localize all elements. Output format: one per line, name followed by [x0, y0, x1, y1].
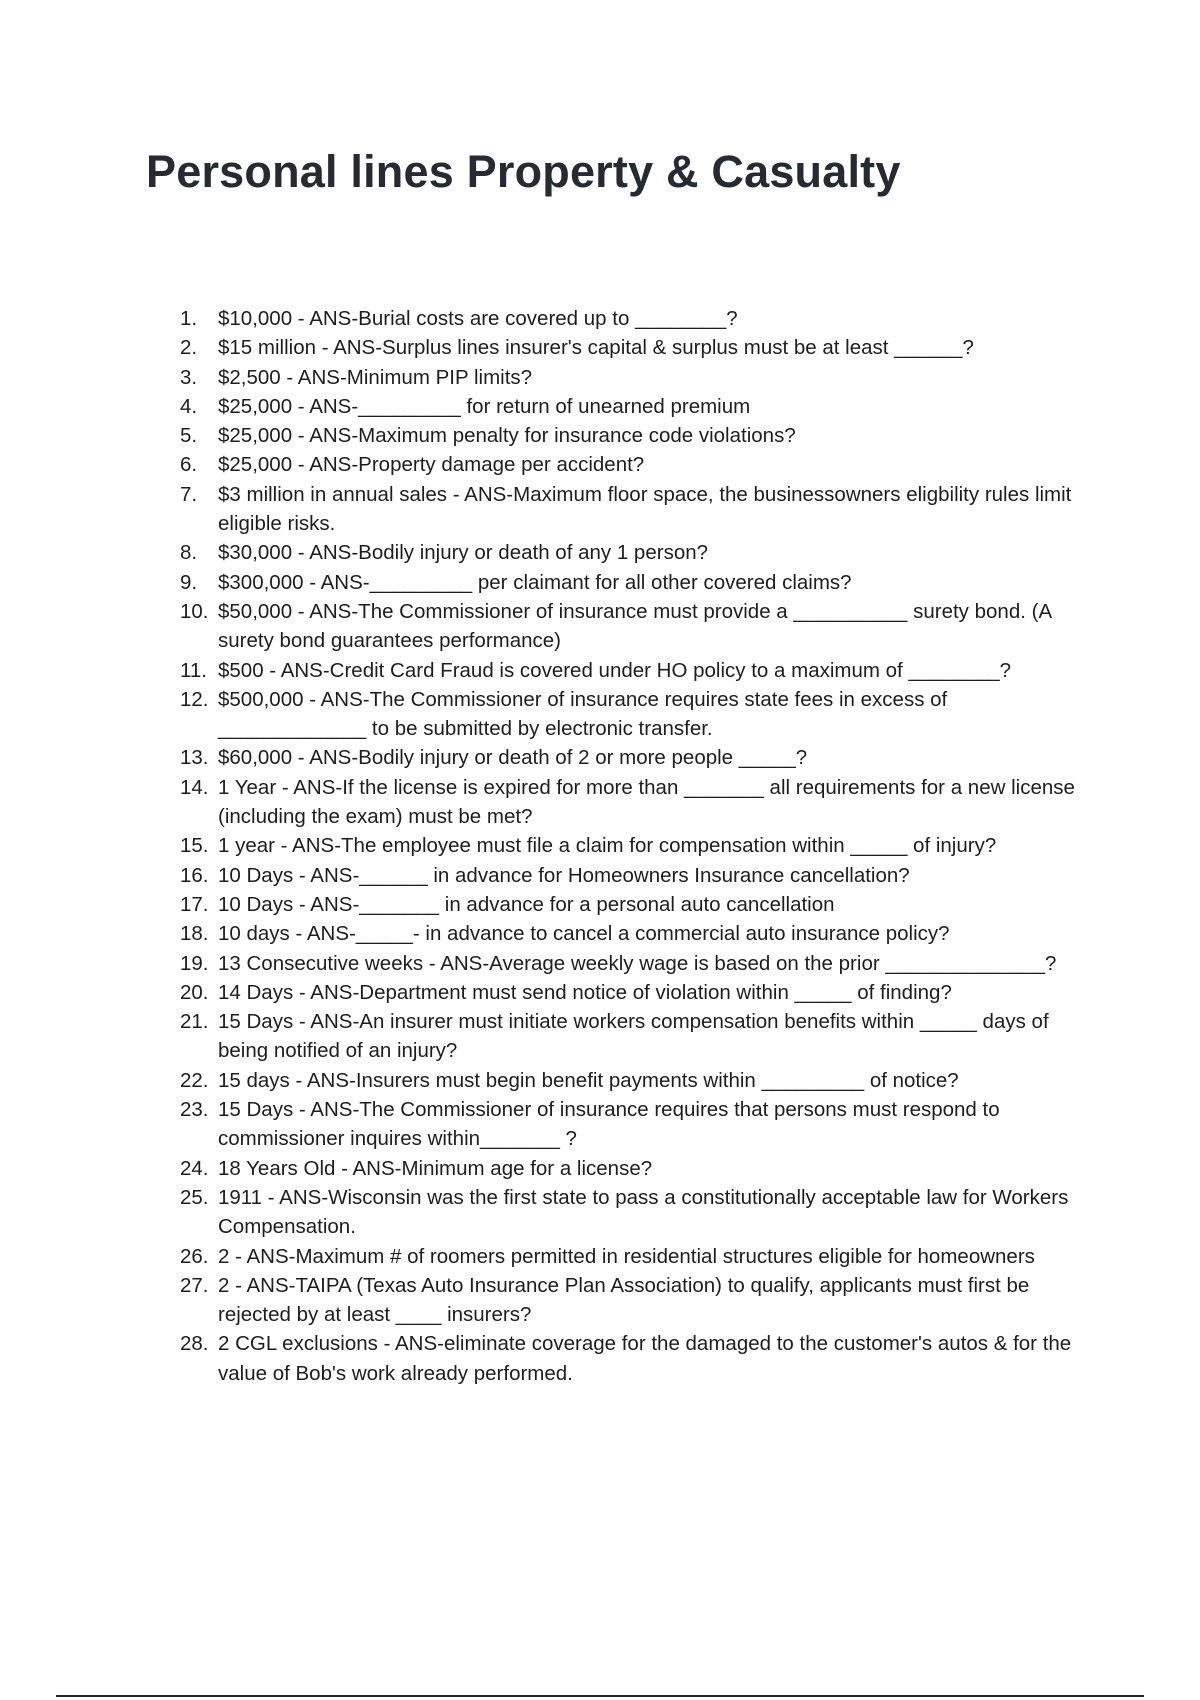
item-number: 28.	[180, 1332, 209, 1356]
item-text: 2 - ANS-TAIPA (Texas Auto Insurance Plan Association) to qualify, applicants must first be rejected by at least ____ insurers?	[218, 1273, 1030, 1327]
list-item	[180, 685, 1080, 744]
item-text: 13 Consecutive weeks - ANS-Average weekly wage is based on the prior ______________?	[218, 951, 1057, 975]
list-item	[180, 1066, 1080, 1095]
list-item	[180, 538, 1080, 567]
item-text: 15 days - ANS-Insurers must begin benefit payments within _________ of notice?	[218, 1068, 959, 1092]
item-number: 21.	[180, 1010, 209, 1034]
item-number: 14.	[180, 775, 209, 799]
item-text: 18 Years Old - ANS-Minimum age for a license?	[218, 1156, 653, 1180]
item-text: 2 CGL exclusions - ANS-eliminate coverage for the damaged to the customer's autos & for the value of Bob's work already performed.	[218, 1332, 1072, 1385]
list-item	[180, 1183, 1080, 1242]
list-item	[180, 1007, 1080, 1066]
item-text: 10 Days - ANS-______ in advance for Homeowners Insurance cancellation?	[218, 863, 910, 887]
list-item	[180, 480, 1080, 539]
item-number: 3.	[180, 365, 198, 389]
item-text: 1 year - ANS-The employee must file a claim for compensation within _____ of injury?	[218, 834, 997, 858]
item-number: 2.	[180, 336, 198, 360]
list-item	[180, 1242, 1080, 1271]
item-text: $500,000 - ANS-The Commissioner of insurance requires state fees in excess of _____________ to be submitted by electronic transfer.	[218, 687, 948, 741]
item-number: 12.	[180, 687, 209, 711]
list-item	[180, 656, 1080, 685]
item-number: 27.	[180, 1273, 209, 1297]
list-item	[180, 831, 1080, 860]
item-text: $10,000 - ANS-Burial costs are covered up to ________?	[218, 307, 738, 330]
list-item	[180, 450, 1080, 479]
page-title: Personal lines Property & Casualty	[146, 146, 901, 197]
item-number: 4.	[180, 394, 198, 418]
item-number: 9.	[180, 570, 198, 594]
item-number: 11.	[180, 658, 207, 682]
item-text: $60,000 - ANS-Bodily injury or death of 2 or more people _____?	[218, 746, 808, 770]
list-item	[180, 978, 1080, 1007]
item-text: 1911 - ANS-Wisconsin was the first state to pass a constitutionally acceptable law for Workers Compensation.	[218, 1185, 1069, 1239]
item-number: 6.	[180, 453, 198, 477]
list-item	[180, 890, 1080, 919]
item-text: 15 Days - ANS-The Commissioner of insurance requires that persons must respond to commissioner inquires within_______ ?	[218, 1098, 1000, 1151]
list-item	[180, 1095, 1080, 1154]
list-item	[180, 1271, 1080, 1330]
item-number: 23.	[180, 1098, 209, 1122]
item-number: 20.	[180, 980, 209, 1004]
list-item	[180, 568, 1080, 597]
item-text: $25,000 - ANS-Maximum penalty for insurance code violations?	[218, 424, 796, 448]
list-item	[180, 743, 1080, 772]
item-number: 24.	[180, 1156, 209, 1180]
item-text: $25,000 - ANS-Property damage per accident?	[218, 453, 645, 477]
item-text: $15 million - ANS-Surplus lines insurer's capital & surplus must be at least ______?	[218, 336, 974, 360]
item-text: $2,500 - ANS-Minimum PIP limits?	[218, 365, 533, 389]
list-item	[180, 949, 1080, 978]
item-number: 13.	[180, 746, 209, 770]
item-number: 26.	[180, 1244, 209, 1268]
item-text: 15 Days - ANS-An insurer must initiate workers compensation benefits within _____ days of being notified of an injury?	[218, 1010, 1049, 1063]
list-item	[180, 773, 1080, 832]
item-number: 10.	[180, 599, 209, 623]
list-item	[180, 304, 1080, 333]
item-text: 2 - ANS-Maximum # of roomers permitted in residential structures eligible for homeowners	[218, 1244, 1035, 1268]
item-number: 5.	[180, 424, 198, 448]
item-text: $30,000 - ANS-Bodily injury or death of any 1 person?	[218, 541, 709, 565]
item-text: $300,000 - ANS-_________ per claimant for all other covered claims?	[218, 570, 852, 594]
item-text: $25,000 - ANS-_________ for return of unearned premium	[218, 394, 751, 418]
list-item	[180, 1154, 1080, 1183]
item-number: 22.	[180, 1068, 209, 1092]
list-item	[180, 1329, 1080, 1388]
question-answer-list	[180, 304, 1080, 1388]
item-text: $50,000 - ANS-The Commissioner of insurance must provide a __________ surety bond. (A surety bond guarantees performance)	[218, 599, 1051, 653]
list-item	[180, 392, 1080, 421]
item-text: 10 days - ANS-_____- in advance to cancel a commercial auto insurance policy?	[218, 922, 950, 946]
item-number: 16.	[180, 863, 209, 887]
item-text: 1 Year - ANS-If the license is expired for more than _______ all requirements for a new license (including the exam) must be met?	[218, 775, 1075, 829]
item-number: 25.	[180, 1185, 209, 1209]
bottom-divider	[56, 1695, 1144, 1697]
item-number: 15.	[180, 834, 209, 858]
list-item	[180, 861, 1080, 890]
item-number: 18.	[180, 922, 209, 946]
item-text: 10 Days - ANS-_______ in advance for a personal auto cancellation	[218, 892, 835, 916]
item-number: 8.	[180, 541, 198, 565]
item-text: $500 - ANS-Credit Card Fraud is covered under HO policy to a maximum of ________?	[218, 658, 1012, 682]
item-number: 1.	[180, 307, 198, 330]
list-item	[180, 363, 1080, 392]
item-text: $3 million in annual sales - ANS-Maximum floor space, the businessowners eligbility rules limit eligible risks.	[218, 482, 1072, 536]
list-item	[180, 333, 1080, 362]
list-item	[180, 421, 1080, 450]
item-number: 7.	[180, 482, 198, 506]
item-number: 19.	[180, 951, 209, 975]
list-item	[180, 919, 1080, 948]
list-item	[180, 597, 1080, 656]
item-text: 14 Days - ANS-Department must send notice of violation within _____ of finding?	[218, 980, 952, 1004]
item-number: 17.	[180, 892, 209, 916]
